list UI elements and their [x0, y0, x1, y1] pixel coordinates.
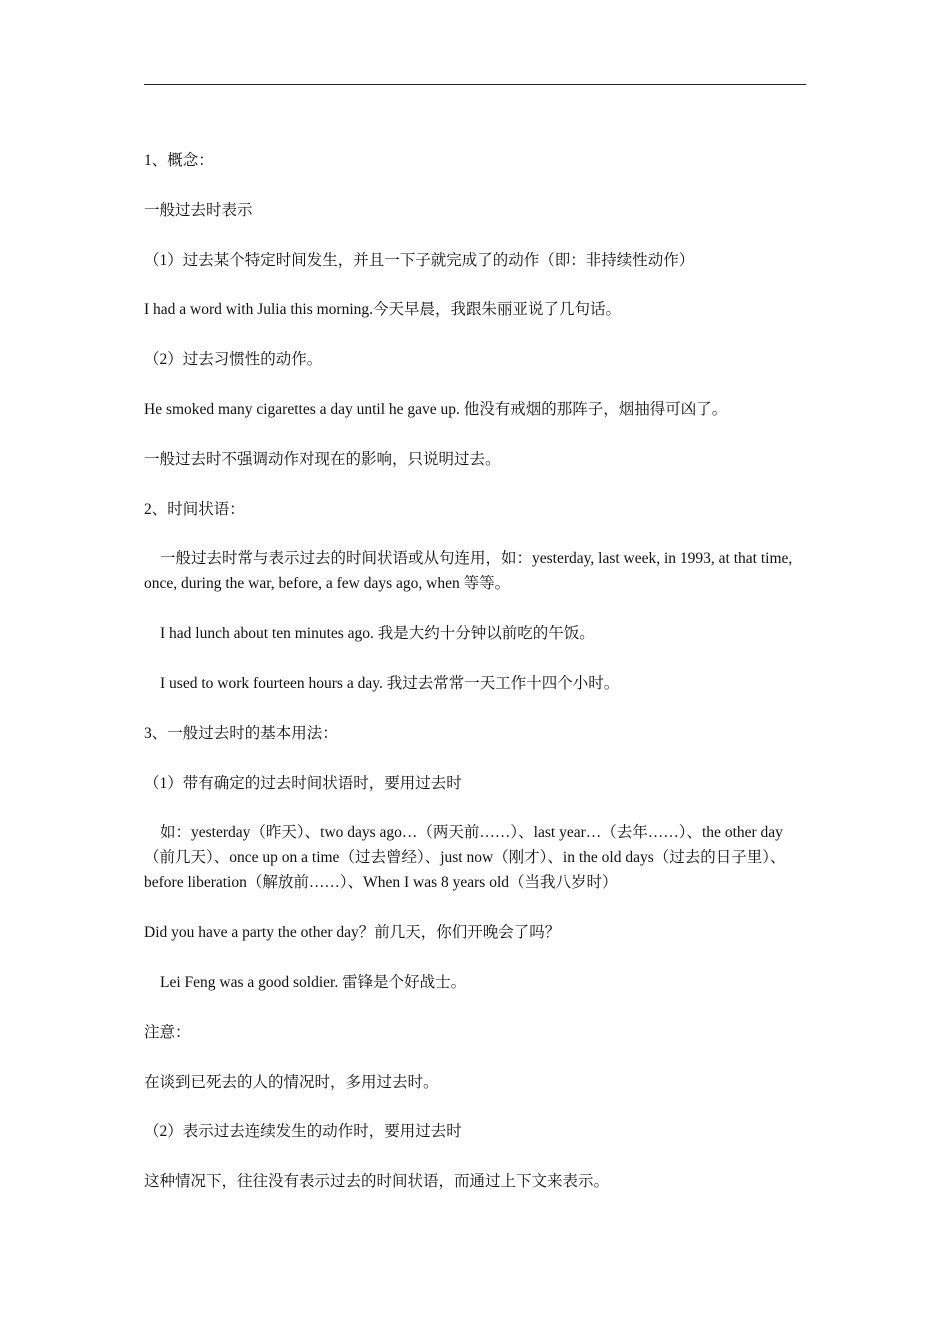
concept-intro: 一般过去时表示	[144, 201, 253, 219]
concept-note: 一般过去时不强调动作对现在的影响，只说明过去。	[144, 450, 501, 468]
example-5: Did you have a party the other day？前几天，你们开晚会了吗？	[144, 924, 561, 942]
document-body	[144, 148, 806, 1219]
concept-heading: 1、概念：	[144, 152, 214, 169]
note-heading: 注意：	[144, 1023, 191, 1041]
usage-examples: 如：yesterday（昨天）、two days ago…（两天前……）、last year…（去年……）、the other day（前几天）、once up on a time（过去曾经）、just now（刚才）、in the old days（过去的日子里）、before liberation（解放前……）、When I was 8 years old（当我八岁时）	[144, 824, 786, 892]
concept-item-2: （2）过去习惯性的动作。	[144, 351, 323, 369]
usage-heading: 3、一般过去时的基本用法：	[144, 724, 338, 742]
usage-item-2: （2）表示过去连续发生的动作时，要用过去时	[144, 1123, 462, 1141]
concept-item-1: （1）过去某个特定时间发生，并且一下子就完成了的动作（即：非持续性动作）	[144, 251, 695, 269]
note-text: 在谈到已死去的人的情况时，多用过去时。	[144, 1073, 439, 1091]
example-4: I used to work fourteen hours a day. 我过去常常一天工作十四个小时。	[160, 674, 620, 692]
header-rule	[144, 84, 806, 85]
adverbial-heading: 2、时间状语：	[144, 500, 245, 518]
usage-item-2-desc: 这种情况下，往往没有表示过去的时间状语，而通过上下文来表示。	[144, 1173, 610, 1191]
adverbial-desc: 一般过去时常与表示过去的时间状语或从句连用，如：yesterday, last week, in 1993, at that time, once, during the war, before, a few days ago, when 等等。	[144, 550, 793, 593]
usage-item-1: （1）带有确定的过去时间状语时，要用过去时	[144, 774, 462, 792]
example-2: He smoked many cigarettes a day until he gave up. 他没有戒烟的那阵子，烟抽得可凶了。	[144, 400, 728, 418]
example-1: I had a word with Julia this morning.今天早晨，我跟朱丽亚说了几句话。	[144, 301, 622, 319]
example-3: I had lunch about ten minutes ago. 我是大约十分钟以前吃的午饭。	[160, 625, 595, 643]
example-6: Lei Feng was a good soldier. 雷锋是个好战士。	[160, 973, 467, 991]
